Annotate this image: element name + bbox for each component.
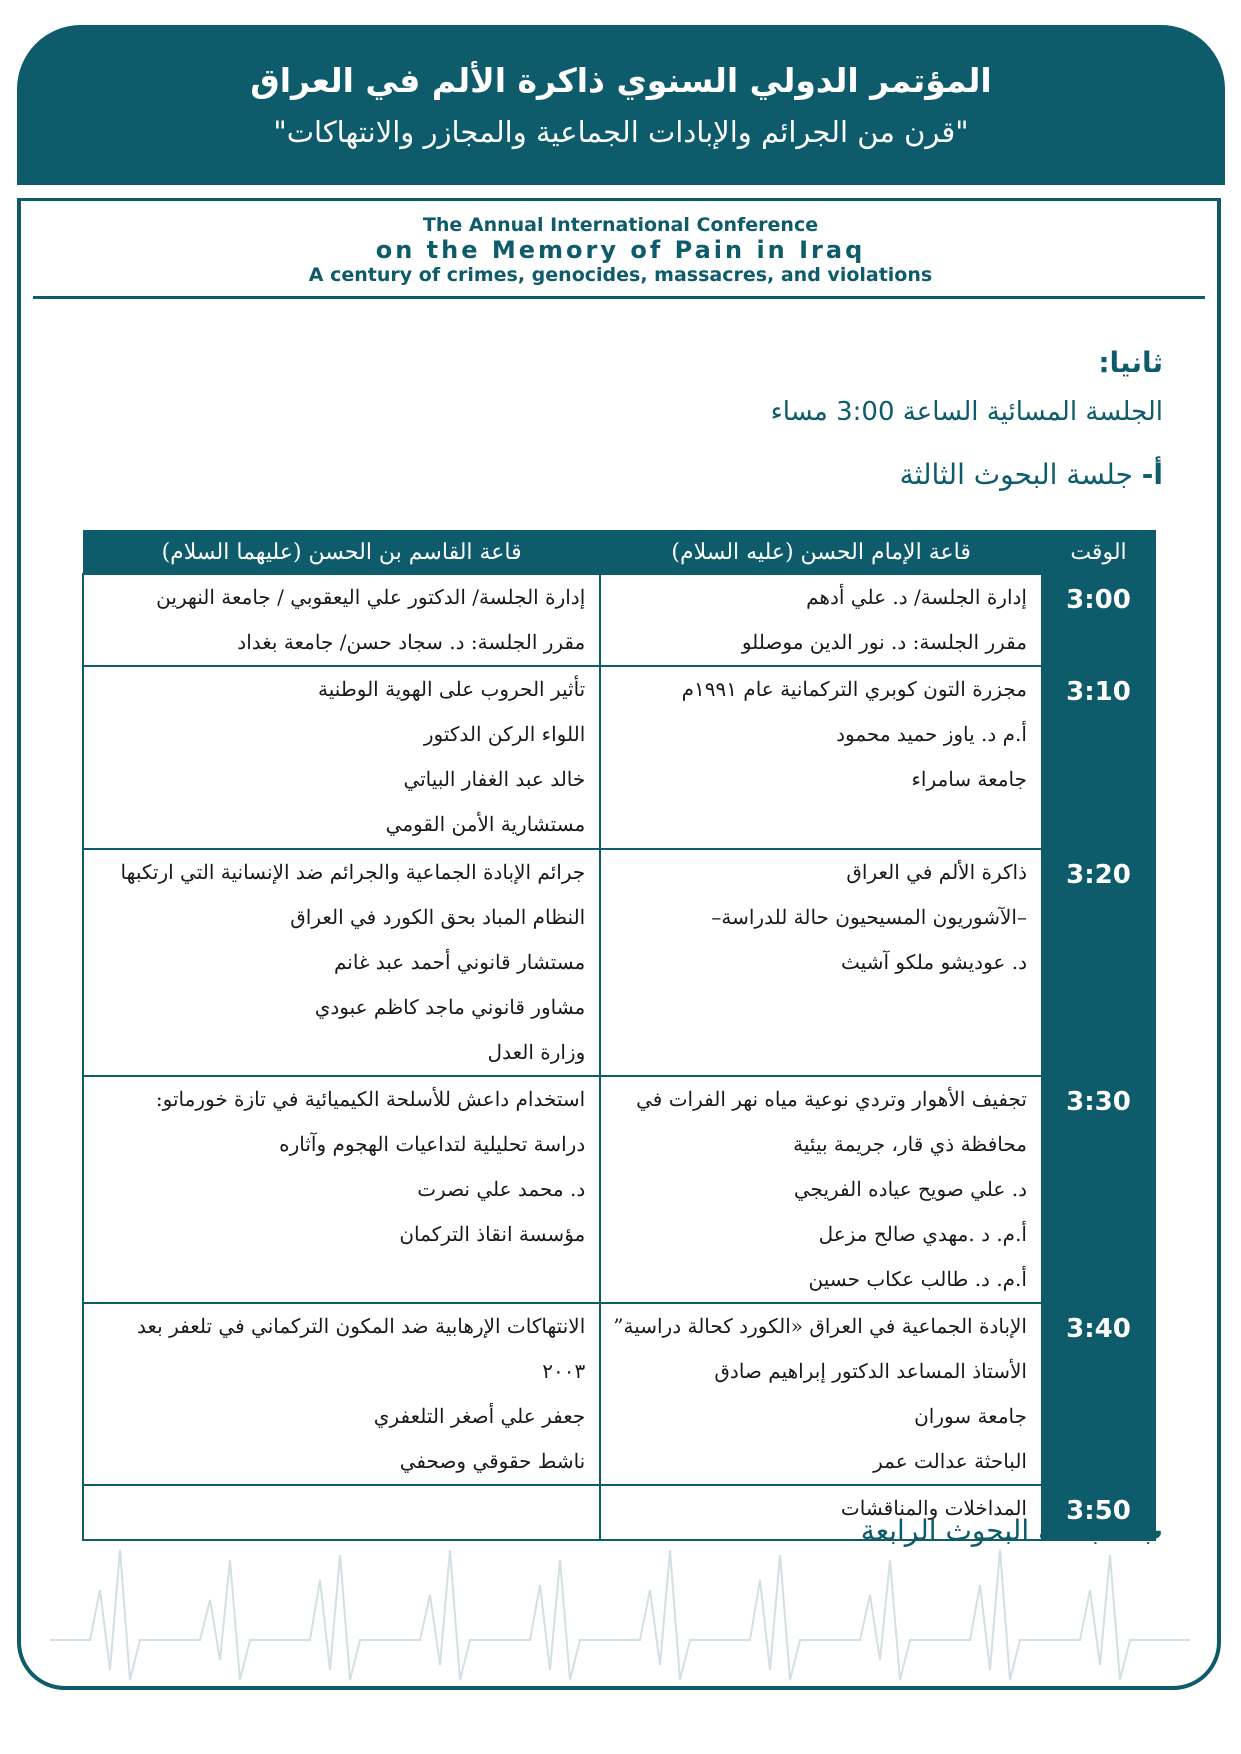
table-row — [83, 666, 1155, 849]
section-label: ثانيا: — [1098, 346, 1163, 379]
conference-title-en-line2: on the Memory of Pain in Iraq — [375, 236, 866, 264]
cell-line: النظام المباد بحق الكورد في العراق — [290, 905, 586, 929]
heartbeat-line-decoration — [50, 1530, 1190, 1690]
header-hall-qasim: قاعة القاسم بن الحسن (عليهما السلام) — [83, 531, 600, 575]
cell-line: دراسة تحليلية لتداعيات الهجوم وآثاره — [279, 1132, 586, 1156]
cell-line: جامعة سامراء — [911, 767, 1027, 791]
time-cell: 3:20 — [1042, 849, 1155, 1076]
hall2-cell — [83, 666, 600, 849]
header-time: الوقت — [1042, 531, 1155, 575]
hall2-cell — [83, 1076, 600, 1303]
cell-line: إدارة الجلسة/ د. علي أدهم — [806, 585, 1027, 609]
hall1-cell — [600, 1076, 1042, 1303]
header-divider — [33, 296, 1205, 299]
time-cell: 3:30 — [1042, 1076, 1155, 1303]
cell-line: د. عوديشو ملكو آشيث — [841, 950, 1027, 974]
cell-line: الإبادة الجماعية في العراق «الكورد كحالة دراسية” — [613, 1314, 1027, 1338]
cell-line: استخدام داعش للأسلحة الكيميائية في تازة خورماتو: — [155, 1087, 586, 1111]
cell-line: مستشارية الأمن القومي — [385, 812, 586, 836]
schedule-table — [82, 530, 1156, 1541]
cell-line: أ.م د. ياوز حميد محمود — [836, 722, 1027, 746]
table-row — [83, 849, 1155, 1076]
time-cell: 3:50 — [1042, 1485, 1155, 1540]
cell-line: ٢٠٠٣ — [542, 1359, 586, 1383]
cell-line: د. علي صويح عياده الفريجي — [793, 1177, 1027, 1201]
session-a-title: جلسة البحوث الثالثة — [899, 458, 1142, 491]
cell-line: أ.م. د .مهدي صالح مزعل — [818, 1222, 1027, 1246]
conference-subtitle-ar: "قرن من الجرائم والإبادات الجماعية والمجازر والانتهاكات" — [273, 115, 969, 149]
cell-line: تأثير الحروب على الهوية الوطنية — [318, 677, 586, 701]
cell-line: مؤسسة انقاذ التركمان — [399, 1222, 586, 1246]
cell-line: الباحثة عدالت عمر — [873, 1449, 1027, 1473]
cell-line: مقرر الجلسة: د. سجاد حسن/ جامعة بغداد — [237, 630, 586, 654]
hall1-cell — [600, 1303, 1042, 1485]
table-row — [83, 1303, 1155, 1485]
hall1-cell — [600, 666, 1042, 849]
cell-line: –الآشوريون المسيحيون حالة للدراسة– — [711, 905, 1027, 929]
cell-line: مستشار قانوني أحمد عبد غانم — [333, 950, 586, 974]
cell-line: خالد عبد الغفار البياتي — [403, 767, 586, 791]
session-b-title: جلسة البحوث الرابعة — [860, 1514, 1114, 1547]
cell-line: الأستاذ المساعد الدكتور إبراهيم صادق — [714, 1359, 1027, 1383]
cell-line: ذاكرة الألم في العراق — [846, 860, 1027, 884]
time-cell: 3:00 — [1042, 574, 1155, 666]
time-cell: 3:40 — [1042, 1303, 1155, 1485]
cell-line: تجفيف الأهوار وتردي نوعية مياه نهر الفرات في — [636, 1087, 1027, 1111]
session-a-heading — [900, 458, 1163, 491]
table-row — [83, 1076, 1155, 1303]
conference-title-en-line1: The Annual International Conference — [422, 214, 819, 236]
cell-line: أ.م. د. طالب عكاب حسين — [808, 1267, 1027, 1291]
cell-line: اللواء الركن الدكتور — [423, 722, 586, 746]
session-b-letter: ب - — [1113, 1514, 1163, 1547]
cell-line: مجزرة التون كوبري التركمانية عام ١٩٩١م — [681, 677, 1027, 701]
cell-line: مقرر الجلسة: د. نور الدين موصللو — [741, 630, 1027, 654]
evening-session-heading: الجلسة المسائية الساعة 3:00 مساء — [770, 397, 1163, 427]
hall1-cell — [600, 574, 1042, 666]
conference-title-ar: المؤتمر الدولي السنوي ذاكرة الألم في العراق — [250, 61, 992, 100]
cell-line: مشاور قانوني ماجد كاظم عبودي — [314, 995, 586, 1019]
hall2-cell — [83, 574, 600, 666]
cell-line: د. محمد علي نصرت — [417, 1177, 586, 1201]
conference-subtitle-en: A century of crimes, genocides, massacres, and violations — [308, 264, 933, 286]
session-a-letter: أ- — [1141, 458, 1163, 491]
cell-line: جامعة سوران — [914, 1404, 1027, 1428]
cell-line: ناشط حقوقي وصحفي — [399, 1449, 586, 1473]
cell-line: محافظة ذي قار، جريمة بيئية — [793, 1132, 1027, 1156]
cell-line: جعفر علي أصغر التلعفري — [373, 1404, 586, 1428]
cell-line: وزارة العدل — [487, 1040, 586, 1064]
cell-line: جرائم الإبادة الجماعية والجرائم ضد الإنسانية التي ارتكبها — [120, 860, 586, 884]
cell-line: الانتهاكات الإرهابية ضد المكون التركماني في تلعفر بعد — [137, 1314, 586, 1338]
cell-line: المداخلات والمناقشات — [840, 1496, 1027, 1520]
table-row — [83, 574, 1155, 666]
hall1-cell — [600, 849, 1042, 1076]
header-hall-imam-hasan: قاعة الإمام الحسن (عليه السلام) — [600, 531, 1042, 575]
time-cell: 3:10 — [1042, 666, 1155, 849]
hall2-cell — [83, 849, 600, 1076]
header-banner — [17, 25, 1225, 185]
table-header-row — [83, 531, 1155, 575]
cell-line: إدارة الجلسة/ الدكتور علي اليعقوبي / جامعة النهرين — [156, 585, 586, 609]
hall2-cell — [83, 1303, 600, 1485]
